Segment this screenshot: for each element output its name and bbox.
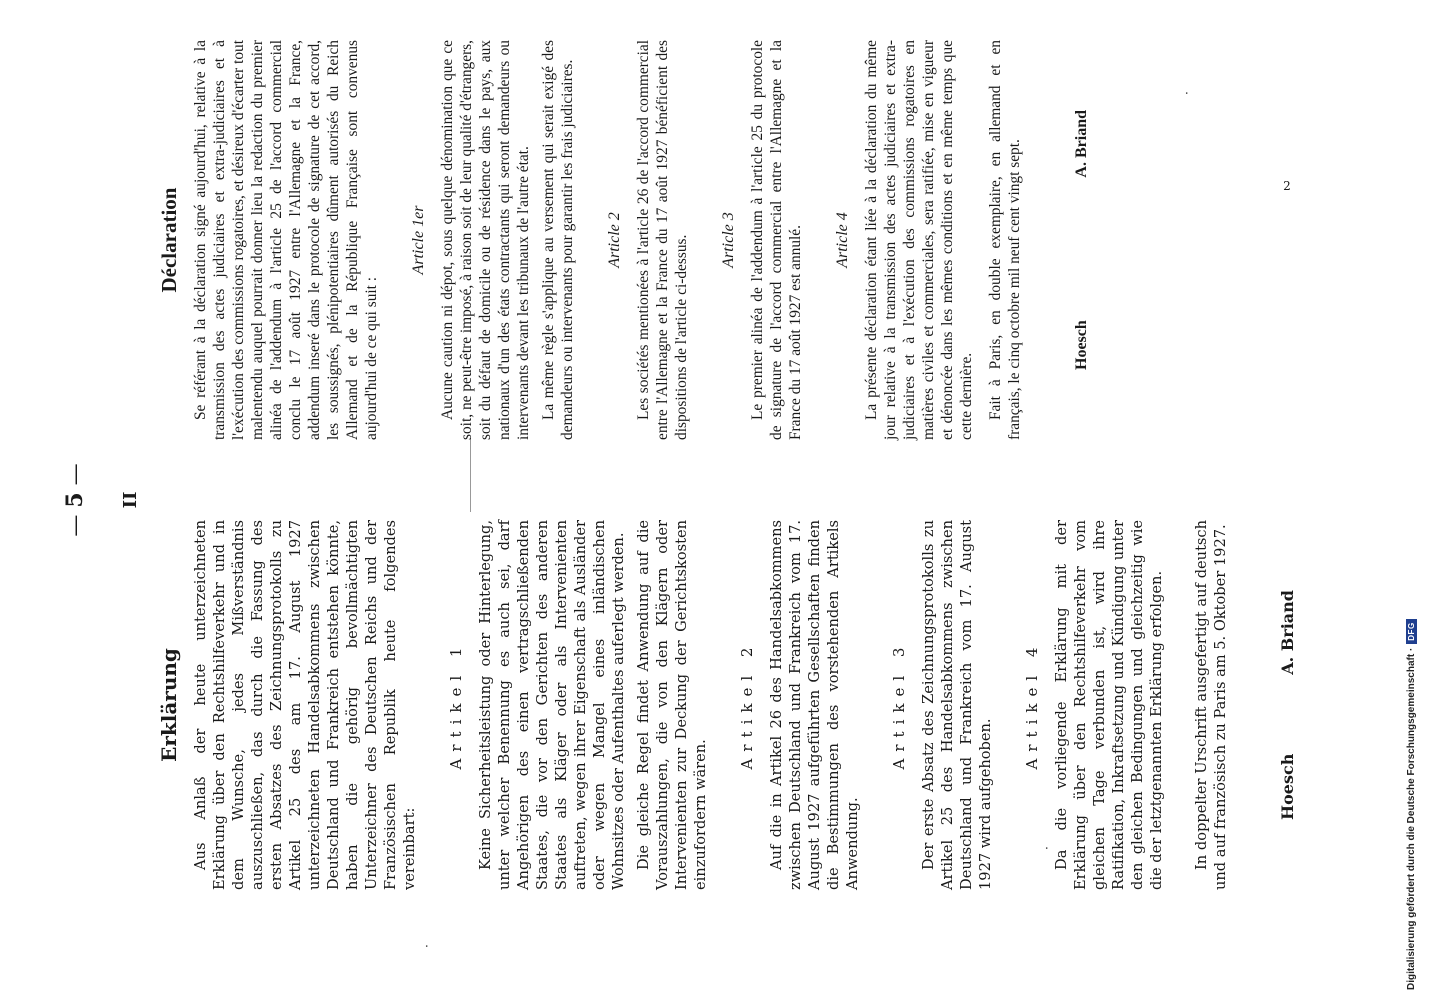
german-column — [157, 520, 1297, 890]
french-column — [157, 40, 1091, 440]
german-article-4-para-1: Da die vorliegende Erklärung mit der Erklärung über den Rechtshilfeverkehr vom gleichen Tage verbunden ist, wird ihre Ratifikation, Inkraftsetzung und Kündigung unter den gleichen Bedingungen und gleichzeitig wie die der letztgenannten Erklärung erfolgen. — [1053, 520, 1165, 890]
french-article-1-para-1: Aucune caution ni dépot, sous quelque dénomination que ce soit, ne peut-être imposé, à raison soit de leur qualité d'étrangers, soit du défaut de domicile ou de résidence dans le pays, aux nationaux d'un des états contractants qui seront demandeurs ou intervenants devant les tribunaux de l'autre état. — [439, 40, 532, 440]
german-article-2-para-1: Auf die in Artikel 26 des Handelsabkommens zwischen Deutschland und Frankreich vom 17. August 1927 aufgeführten Gesellschaften finden die Bestimmungen des vorstehenden Artikels Anwendung. — [768, 520, 861, 890]
sheet-number: II — [120, 491, 141, 509]
fold-mark — [470, 438, 472, 512]
scan-speck: · — [1040, 846, 1054, 850]
german-article-1-para-2: Die gleiche Regel findet Anwendung auf die Vorauszahlungen, die von den Klägern oder Intervenienten zur Deckung der Gerichtskosten einzufordern wären. — [635, 520, 709, 890]
scan-speck: · — [1180, 91, 1194, 95]
french-article-3-para-1: Le premier alinéa de l'addendum à l'article 25 du protocole de signature de l'accord commercial entre l'Allemagne et la France du 17 août 1927 est annulé. — [749, 40, 804, 440]
french-article-4-heading: Article 4 — [834, 212, 851, 268]
french-article-2-heading: Article 2 — [606, 212, 623, 268]
digitization-credit-text: Digitalisierung gefördert durch die Deutsche Forschungsgemeinschaft · — [1406, 647, 1417, 990]
german-signature-briand: A. Briand — [1278, 590, 1297, 675]
french-intro: Se référant à la déclaration signé aujourd'hui, relative à la transmission des actes judiciaires et extra-judiciaires et à l'exécution des commissions rogatoires, et désireux d'écarter tout malentendu auquel pourrait donner lieu la redaction du premier alinéa de l'addendum à l'article 25 de l'accord commercial conclu le 17 août 1927 entre l'Allemagne et la France, addendum inseré dans le protocole de signature de cet accord, les soussignés, plénipotentiaires dûment autorisés du Reich Allemand et de la République Française sont convenus aujourd'hui de ce qui suit : — [192, 40, 380, 440]
french-article-1-heading: Article 1er — [410, 205, 427, 275]
german-title: Erklärung — [157, 648, 181, 762]
french-signature-hoesch: Hoesch — [1073, 320, 1090, 370]
french-signature-briand: A. Briand — [1073, 110, 1090, 178]
french-article-1-para-2: La même règle s'applique au versement qui serait exigé des demandeurs ou intervenants pour garantir les frais judiciaires. — [540, 40, 576, 440]
german-article-3-heading: Artikel 3 — [890, 640, 908, 770]
french-signatures — [1072, 110, 1091, 370]
french-article-4-para-1: La présente déclaration étant liée à la déclaration du même jour relative à la transmission des actes judiciaires et extra-judiciaires et à l'exécution des commissions rogatoires en matières civiles et commerciales, sera ratifiée, mise en vigueur et dénoncée dans les mêmes conditions et en même temps que cette dernière. — [863, 40, 975, 440]
french-closing: Fait à Paris, en double exemplaire, en allemand et en français, le cinq octobre mil neuf cent vingt sept. — [987, 40, 1023, 440]
german-article-1-para-1: Keine Sicherheitsleistung oder Hinterlegung, unter welcher Benennung es auch sei, darf Angehörigen des einen vertragschließenden Staates, die vor den Gerichten des anderen Staates als Kläger oder als Intervenienten auftreten, wegen ihrer Eigenschaft als Ausländer oder wegen Mangel eines inländischen Wohnsitzes oder Aufenthaltes auferlegt werden. — [477, 520, 627, 890]
german-closing: In doppelter Urschrift ausgefertigt auf deutsch und auf französisch zu Paris am 5. Oktober 1927. — [1193, 520, 1229, 890]
french-title: Déclaration — [157, 187, 181, 293]
german-article-3-para-1: Der erste Absatz des Zeichnungsprotokolls zu Artikel 25 des Handelsabkommens zwischen Deutschland und Frankreich vom 17. August 1927 wird aufgehoben. — [920, 520, 994, 890]
german-article-2-heading: Artikel 2 — [738, 640, 756, 770]
page-number: — 5 — — [62, 463, 88, 537]
footer-number: 2 — [1283, 179, 1291, 194]
german-article-4-heading: Artikel 4 — [1023, 640, 1041, 770]
digitization-credit — [1406, 290, 1417, 990]
german-article-1-heading: Artikel 1 — [447, 640, 465, 770]
french-article-3-heading: Article 3 — [720, 212, 737, 268]
german-signatures — [1278, 590, 1297, 820]
german-signature-hoesch: Hoesch — [1278, 753, 1297, 820]
french-article-2-para-1: Les sociétés mentionées à l'article 26 de l'accord commercial entre l'Allemagne et la France du 17 août 1927 bénéficient des dispositions de l'article ci-dessus. — [635, 40, 690, 440]
dfg-logo: DFG — [1406, 619, 1417, 643]
scan-speck: · — [420, 944, 434, 948]
german-intro: Aus Anlaß der heute unterzeichneten Erklärung über den Rechtshilfeverkehr und in dem Wunsche, jedes Mißverständnis auszuschließen, das durch die Fassung des ersten Absatzes des Zeichnungsprotokolls zu Artikel 25 des am 17. August 1927 unterzeichneten Handelsabkommens zwischen Deutschland und Frankreich entstehen könnte, haben die gehörig bevollmächtigten Unterzeichner des Deutschen Reichs und der Französischen Republik heute folgendes vereinbart: — [192, 520, 418, 890]
